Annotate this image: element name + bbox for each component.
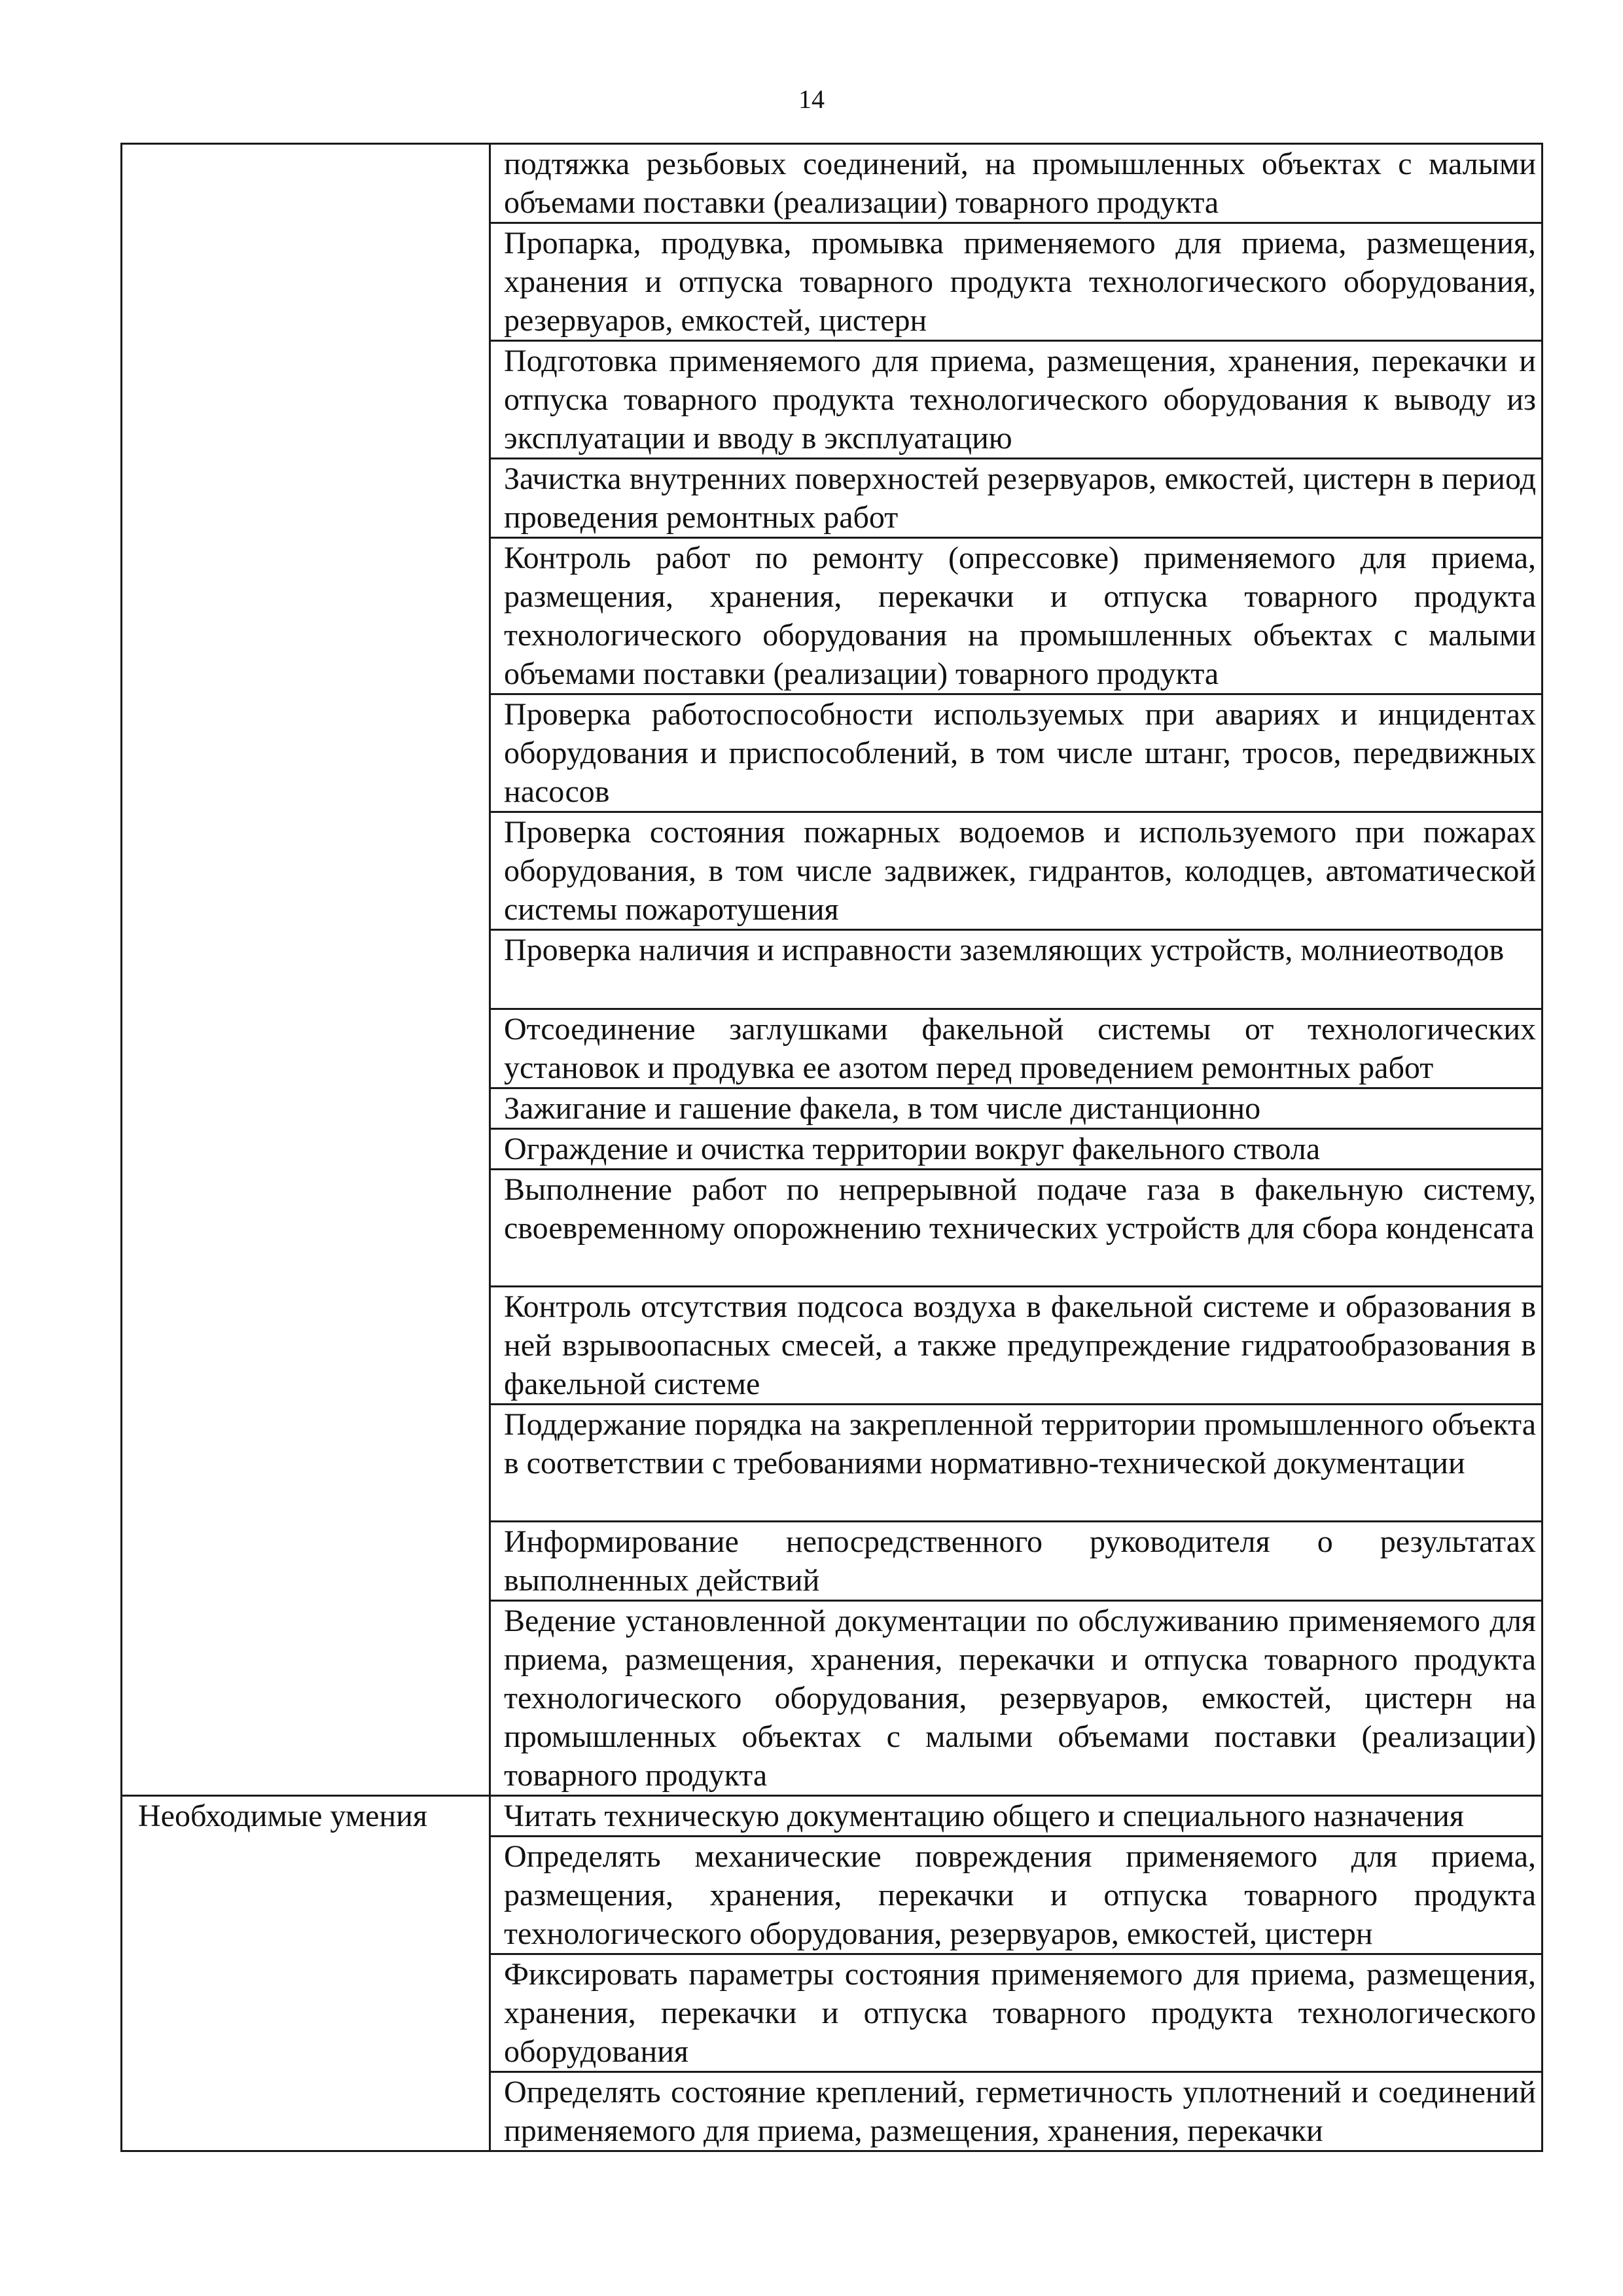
labor-action-cell: Зачистка внутренних поверхностей резервуаров, емкостей, цистерн в период проведения ремонтных работ bbox=[490, 459, 1543, 538]
table-row bbox=[122, 144, 1543, 223]
labor-action-cell: Выполнение работ по непрерывной подаче газа в факельную систему, своевременному опорожнению технических устройств для сбора конденсата bbox=[490, 1170, 1543, 1287]
requirements-table bbox=[120, 143, 1543, 2152]
table-row bbox=[122, 1796, 1543, 1837]
section-label-skills: Необходимые умения bbox=[122, 1796, 490, 2151]
skill-cell: Определять механические повреждения применяемого для приема, размещения, хранения, перекачки и отпуска товарного продукта технологического оборудования, резервуаров, емкостей, цистерн bbox=[490, 1837, 1543, 1954]
labor-action-cell: Ведение установленной документации по обслуживанию применяемого для приема, размещения, хранения, перекачки и отпуска товарного продукта технологического оборудования, резервуаров, емкостей, цистерн на промышленных объектах с малыми объемами поставки (реализации) товарного продукта bbox=[490, 1601, 1543, 1796]
labor-action-cell: подтяжка резьбовых соединений, на промышленных объектах с малыми объемами поставки (реализации) товарного продукта bbox=[490, 144, 1543, 223]
skill-cell: Определять состояние креплений, герметичность уплотнений и соединений применяемого для приема, размещения, хранения, перекачки bbox=[490, 2072, 1543, 2151]
labor-action-cell: Контроль работ по ремонту (опрессовке) применяемого для приема, размещения, хранения, перекачки и отпуска товарного продукта технологического оборудования на промышленных объектах с малыми объемами поставки (реализации) товарного продукта bbox=[490, 538, 1543, 694]
labor-action-cell: Пропарка, продувка, промывка применяемого для приема, размещения, хранения и отпуска товарного продукта технологического оборудования, резервуаров, емкостей, цистерн bbox=[490, 223, 1543, 341]
labor-action-cell: Подготовка применяемого для приема, размещения, хранения, перекачки и отпуска товарного продукта технологического оборудования к выводу из эксплуатации и вводу в эксплуатацию bbox=[490, 341, 1543, 459]
labor-action-cell: Поддержание порядка на закрепленной территории промышленного объекта в соответствии с требованиями нормативно-технической документации bbox=[490, 1405, 1543, 1522]
section-label-labor-actions bbox=[122, 144, 490, 1796]
page-number: 14 bbox=[798, 84, 825, 114]
labor-action-cell: Проверка состояния пожарных водоемов и используемого при пожарах оборудования, в том числе задвижек, гидрантов, колодцев, автоматической системы пожаротушения bbox=[490, 812, 1543, 930]
labor-action-cell: Ограждение и очистка территории вокруг факельного ствола bbox=[490, 1129, 1543, 1170]
labor-action-cell: Проверка наличия и исправности заземляющих устройств, молниеотводов bbox=[490, 930, 1543, 1009]
skill-cell: Читать техническую документацию общего и специального назначения bbox=[490, 1796, 1543, 1837]
labor-action-cell: Зажигание и гашение факела, в том числе дистанционно bbox=[490, 1088, 1543, 1129]
labor-action-cell: Информирование непосредственного руководителя о результатах выполненных действий bbox=[490, 1522, 1543, 1601]
skill-cell: Фиксировать параметры состояния применяемого для приема, размещения, хранения, перекачки и отпуска товарного продукта технологического оборудования bbox=[490, 1954, 1543, 2072]
labor-action-cell: Контроль отсутствия подсоса воздуха в факельной системе и образования в ней взрывоопасных смесей, а также предупреждение гидратообразования в факельной системе bbox=[490, 1287, 1543, 1405]
labor-action-cell: Отсоединение заглушками факельной системы от технологических установок и продувка ее азотом перед проведением ремонтных работ bbox=[490, 1009, 1543, 1088]
labor-action-cell: Проверка работоспособности используемых при авариях и инцидентах оборудования и приспособлений, в том числе штанг, тросов, передвижных насосов bbox=[490, 694, 1543, 812]
